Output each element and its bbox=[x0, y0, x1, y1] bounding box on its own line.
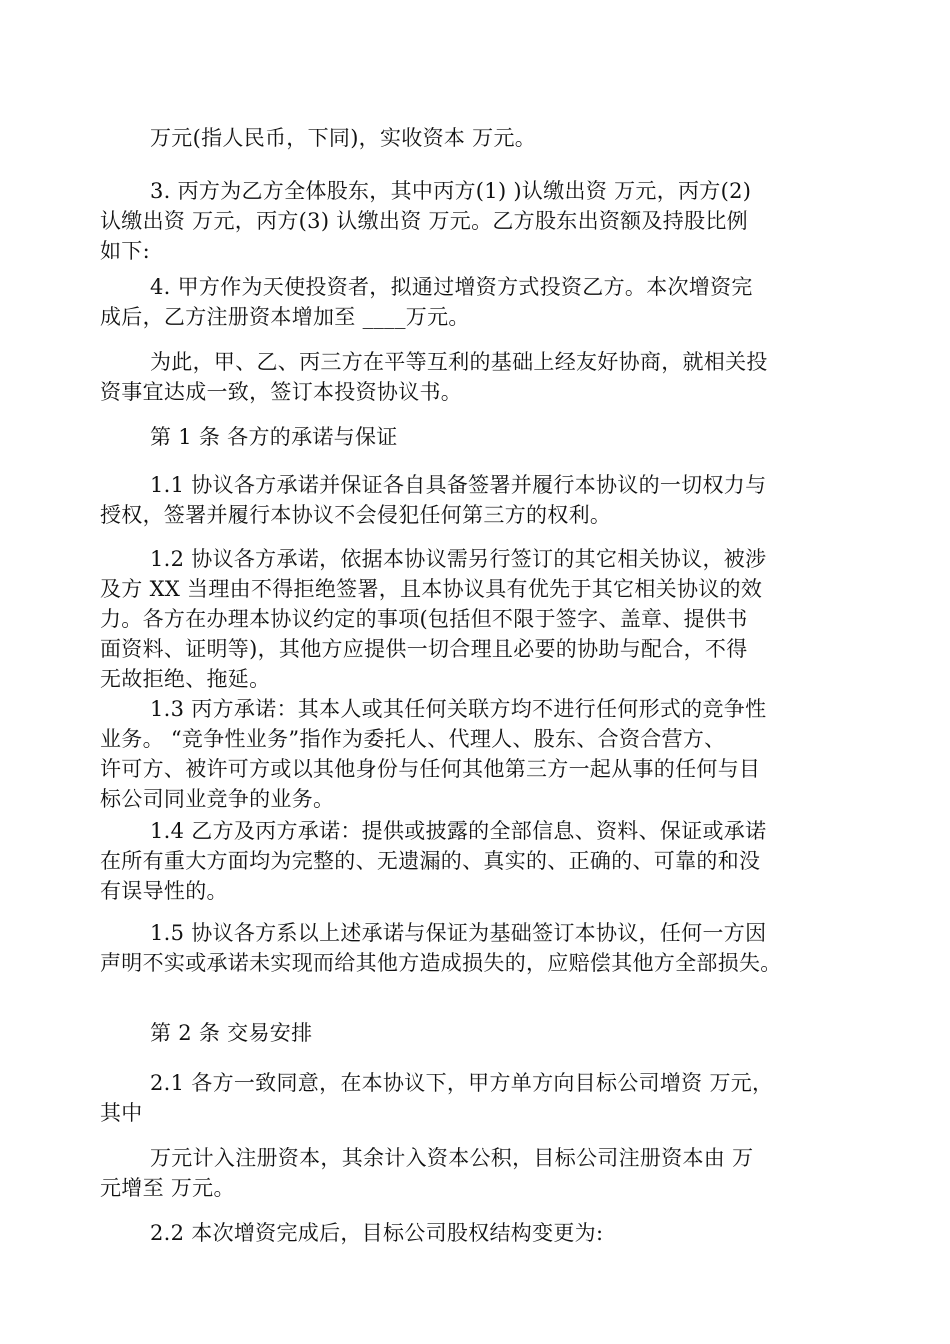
text-line: 其中 bbox=[100, 1101, 143, 1125]
clause-1-3 bbox=[100, 694, 852, 814]
text-line: 成后，乙方注册资本增加至 ____万元。 bbox=[100, 305, 470, 329]
text-line: 2.1 各方一致同意，在本协议下，甲方单方向目标公司增资 万元， bbox=[150, 1071, 774, 1095]
text-line: 有误导性的。 bbox=[100, 879, 228, 903]
paragraph-angel-investor bbox=[100, 272, 852, 332]
text-line: 授权，签署并履行本协议不会侵犯任何第三方的权利。 bbox=[100, 503, 612, 527]
text-line: 为此，甲、乙、丙三方在平等互利的基础上经友好协商，就相关投 bbox=[150, 350, 768, 374]
text-line: 1.1 协议各方承诺并保证各自具备签署并履行本协议的一切权力与 bbox=[150, 473, 767, 497]
text-line: 及方 XX 当理由不得拒绝签署，且本协议具有优先于其它相关协议的效 bbox=[100, 577, 763, 601]
clause-2-1-continued bbox=[100, 1143, 852, 1203]
clause-2-2 bbox=[100, 1218, 852, 1248]
text-line: 资事宜达成一致，签订本投资协议书。 bbox=[100, 380, 463, 404]
text-line: 标公司同业竞争的业务。 bbox=[100, 787, 335, 811]
text-line: 万元(指人民币，下同)，实收资本 万元。 bbox=[150, 126, 537, 150]
section-heading-2: 第 2 条 交易安排 bbox=[150, 1021, 313, 1045]
text-line: 在所有重大方面均为完整的、无遗漏的、真实的、正确的、可靠的和没 bbox=[100, 849, 761, 873]
clause-1-2 bbox=[100, 544, 852, 694]
text-line: 认缴出资 万元，丙方(3) 认缴出资 万元。乙方股东出资额及持股比例 bbox=[100, 209, 748, 233]
text-line: 声明不实或承诺未实现而给其他方造成损失的，应赔偿其他方全部损失。 bbox=[100, 951, 782, 975]
clause-1-4 bbox=[100, 816, 852, 906]
paragraph-agreement-basis bbox=[100, 347, 852, 407]
clause-1-1 bbox=[100, 470, 852, 530]
text-line: 2.2 本次增资完成后，目标公司股权结构变更为: bbox=[150, 1221, 604, 1245]
text-line: 力。各方在办理本协议约定的事项(包括但不限于签字、盖章、提供书 bbox=[100, 607, 748, 631]
text-line: 无故拒绝、拖延。 bbox=[100, 667, 271, 691]
text-line: 3. 丙方为乙方全体股东，其中丙方(1) )认缴出资 万元，丙方(2) bbox=[150, 179, 752, 203]
clause-2-1 bbox=[100, 1068, 852, 1128]
section-heading-1: 第 1 条 各方的承诺与保证 bbox=[150, 425, 398, 449]
text-line: 面资料、证明等)，其他方应提供一切合理且必要的协助与配合，不得 bbox=[100, 637, 748, 661]
text-line: 万元计入注册资本，其余计入资本公积，目标公司注册资本由 万 bbox=[150, 1146, 754, 1170]
text-line: 许可方、被许可方或以其他身份与任何其他第三方一起从事的任何与目 bbox=[100, 757, 761, 781]
text-line: 业务。 “竞争性业务”指作为委托人、代理人、股东、合资合营方、 bbox=[100, 727, 726, 751]
text-line: 如下: bbox=[100, 239, 150, 263]
paragraph-registered-capital bbox=[100, 123, 852, 153]
text-line: 1.3 丙方承诺：其本人或其任何关联方均不进行任何形式的竞争性 bbox=[150, 697, 767, 721]
text-line: 1.2 协议各方承诺，依据本协议需另行签订的其它相关协议，被涉 bbox=[150, 547, 767, 571]
text-line: 1.5 协议各方系以上述承诺与保证为基础签订本协议，任何一方因 bbox=[150, 921, 767, 945]
paragraph-shareholders bbox=[100, 176, 852, 266]
text-line: 元增至 万元。 bbox=[100, 1176, 235, 1200]
text-line: 1.4 乙方及丙方承诺：提供或披露的全部信息、资料、保证或承诺 bbox=[150, 819, 767, 843]
clause-1-5 bbox=[100, 918, 852, 978]
text-line: 4. 甲方作为天使投资者，拟通过增资方式投资乙方。本次增资完 bbox=[150, 275, 753, 299]
